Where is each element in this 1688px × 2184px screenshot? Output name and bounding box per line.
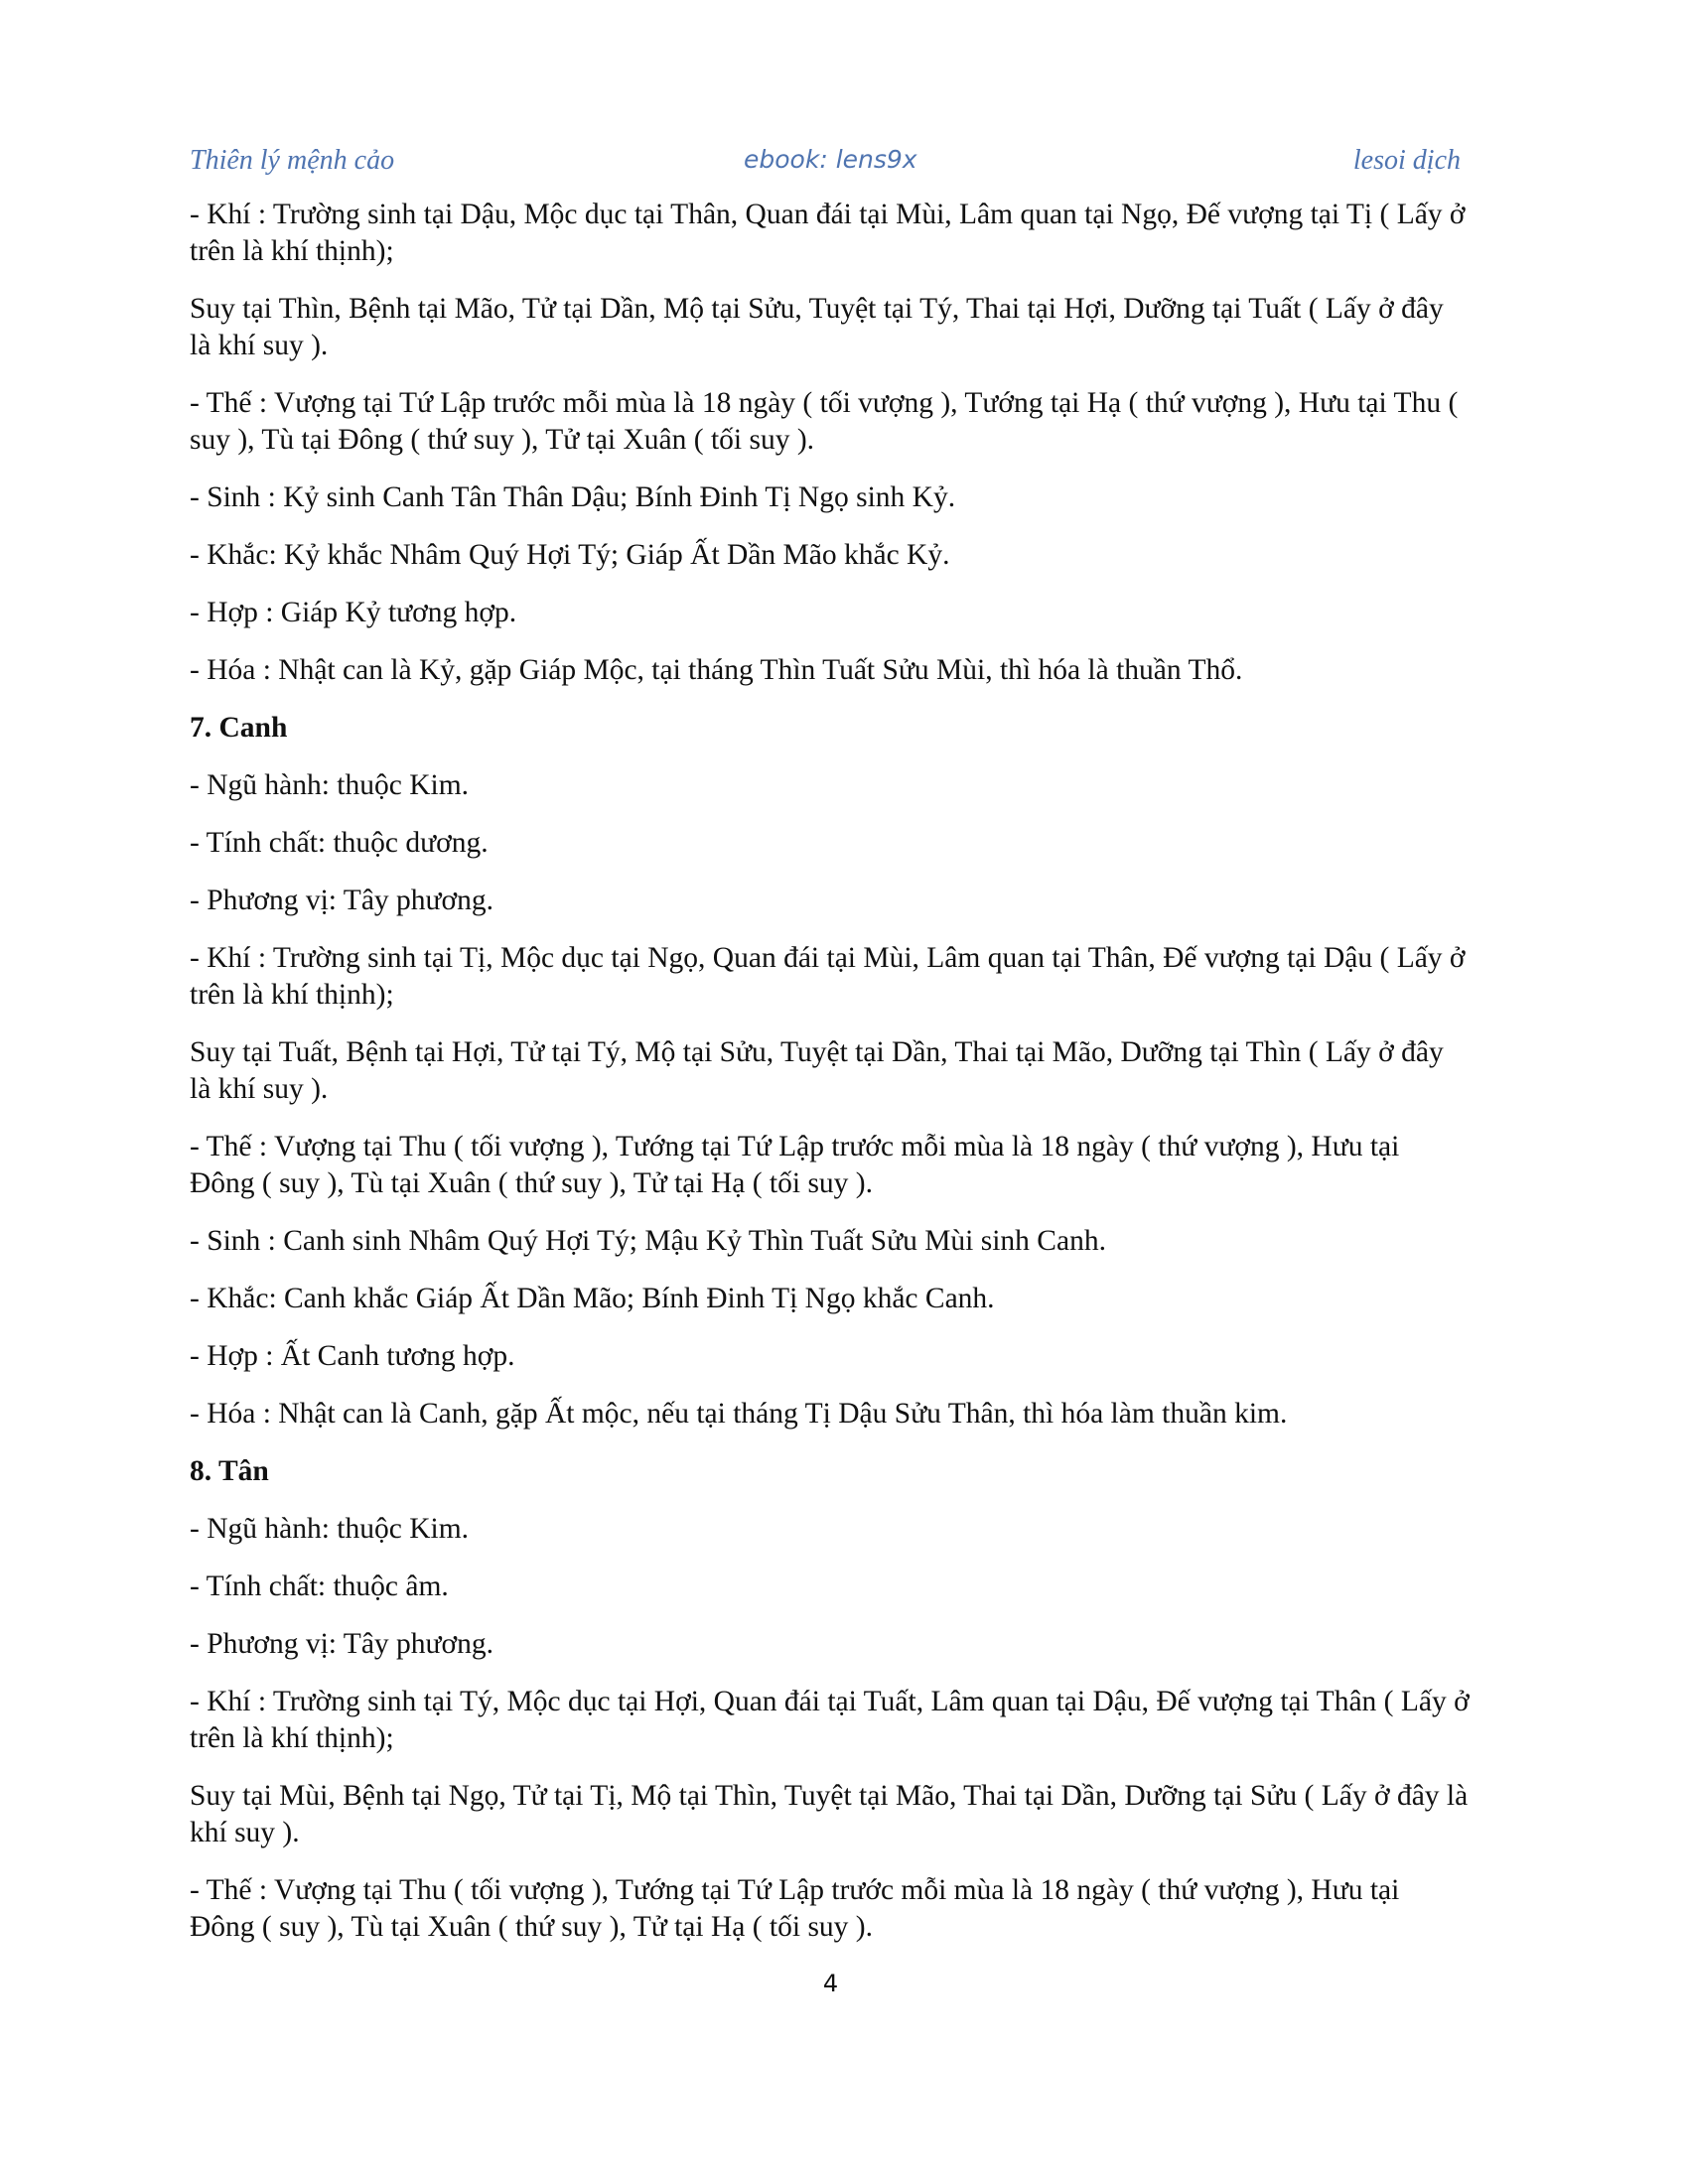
body-paragraph: Suy tại Thìn, Bệnh tại Mão, Tử tại Dần, Mộ tại Sửu, Tuyệt tại Tý, Thai tại Hợi, Dưỡng tại Tuất ( Lấy ở đây là khí suy ). [190,293,1444,361]
body-paragraph: - Thế : Vượng tại Thu ( tối vượng ), Tướng tại Tứ Lập trước mỗi mùa là 18 ngày ( thứ vượng ), Hưu tại Đông ( suy ), Tù tại Xuân ( thứ suy ), Tử tại Hạ ( tối suy ). [190,1131,1400,1199]
body-paragraph: - Khắc: Canh khắc Giáp Ất Dần Mão; Bính Đinh Tị Ngọ khắc Canh. [190,1283,995,1314]
body-paragraph: - Ngũ hành: thuộc Kim. [190,769,470,801]
body-paragraph: - Phương vị: Tây phương. [190,1628,494,1660]
body-paragraph: - Hợp : Giáp Kỷ tương hợp. [190,597,517,628]
body-paragraph: - Thế : Vượng tại Thu ( tối vượng ), Tướng tại Tứ Lập trước mỗi mùa là 18 ngày ( thứ vượng ), Hưu tại Đông ( suy ), Tù tại Xuân ( thứ suy ), Tử tại Hạ ( tối suy ). [190,1874,1400,1943]
section-heading: 8. Tân [190,1455,269,1487]
body-paragraph: - Hóa : Nhật can là Kỷ, gặp Giáp Mộc, tại tháng Thìn Tuất Sửu Mùi, thì hóa là thuần Thổ. [190,654,1243,686]
body-paragraph: - Hóa : Nhật can là Canh, gặp Ất mộc, nếu tại tháng Tị Dậu Sửu Thân, thì hóa làm thuần kim. [190,1398,1288,1430]
page-number: 4 [822,1970,839,1997]
body-paragraph: - Ngũ hành: thuộc Kim. [190,1513,470,1545]
header-ebook-source: ebook: lens9x [744,145,917,174]
header-book-title: Thiên lý mệnh cảo [190,145,395,176]
body-paragraph: - Sinh : Canh sinh Nhâm Quý Hợi Tý; Mậu Kỷ Thìn Tuất Sửu Mùi sinh Canh. [190,1225,1106,1257]
body-paragraph: Suy tại Tuất, Bệnh tại Hợi, Tử tại Tý, Mộ tại Sửu, Tuyệt tại Dần, Thai tại Mão, Dưỡng tại Thìn ( Lấy ở đây là khí suy ). [190,1036,1444,1105]
body-paragraph: Suy tại Mùi, Bệnh tại Ngọ, Tử tại Tị, Mộ tại Thìn, Tuyệt tại Mão, Thai tại Dần, Dưỡng tại Sửu ( Lấy ở đây là khí suy ). [190,1780,1469,1848]
body-paragraph: - Hợp : Ất Canh tương hợp. [190,1340,515,1372]
body-paragraph: - Khắc: Kỷ khắc Nhâm Quý Hợi Tý; Giáp Ất Dần Mão khắc Kỷ. [190,539,950,571]
body-paragraph: - Sinh : Kỷ sinh Canh Tân Thân Dậu; Bính Đinh Tị Ngọ sinh Kỷ. [190,481,956,513]
body-paragraph: - Khí : Trường sinh tại Tị, Mộc dục tại Ngọ, Quan đái tại Mùi, Lâm quan tại Thân, Đế vượng tại Dậu ( Lấy ở trên là khí thịnh); [190,942,1466,1011]
body-paragraph: - Tính chất: thuộc dương. [190,827,489,859]
body-paragraph: - Khí : Trường sinh tại Dậu, Mộc dục tại Thân, Quan đái tại Mùi, Lâm quan tại Ngọ, Đế vượng tại Tị ( Lấy ở trên là khí thịnh); [190,199,1466,267]
page-header [190,145,1461,185]
header-translator: lesoi dịch [1352,145,1461,176]
page-body [190,197,1471,1967]
body-paragraph: - Khí : Trường sinh tại Tý, Mộc dục tại Hợi, Quan đái tại Tuất, Lâm quan tại Dậu, Đế vượng tại Thân ( Lấy ở trên là khí thịnh); [190,1686,1470,1754]
section-heading: 7. Canh [190,712,288,744]
body-paragraph: - Phương vị: Tây phương. [190,885,494,916]
body-paragraph: - Thế : Vượng tại Tứ Lập trước mỗi mùa là 18 ngày ( tối vượng ), Tướng tại Hạ ( thứ vượng ), Hưu tại Thu ( suy ), Tù tại Đông ( thứ suy ), Tử tại Xuân ( tối suy ). [190,387,1459,456]
body-paragraph: - Tính chất: thuộc âm. [190,1570,449,1602]
